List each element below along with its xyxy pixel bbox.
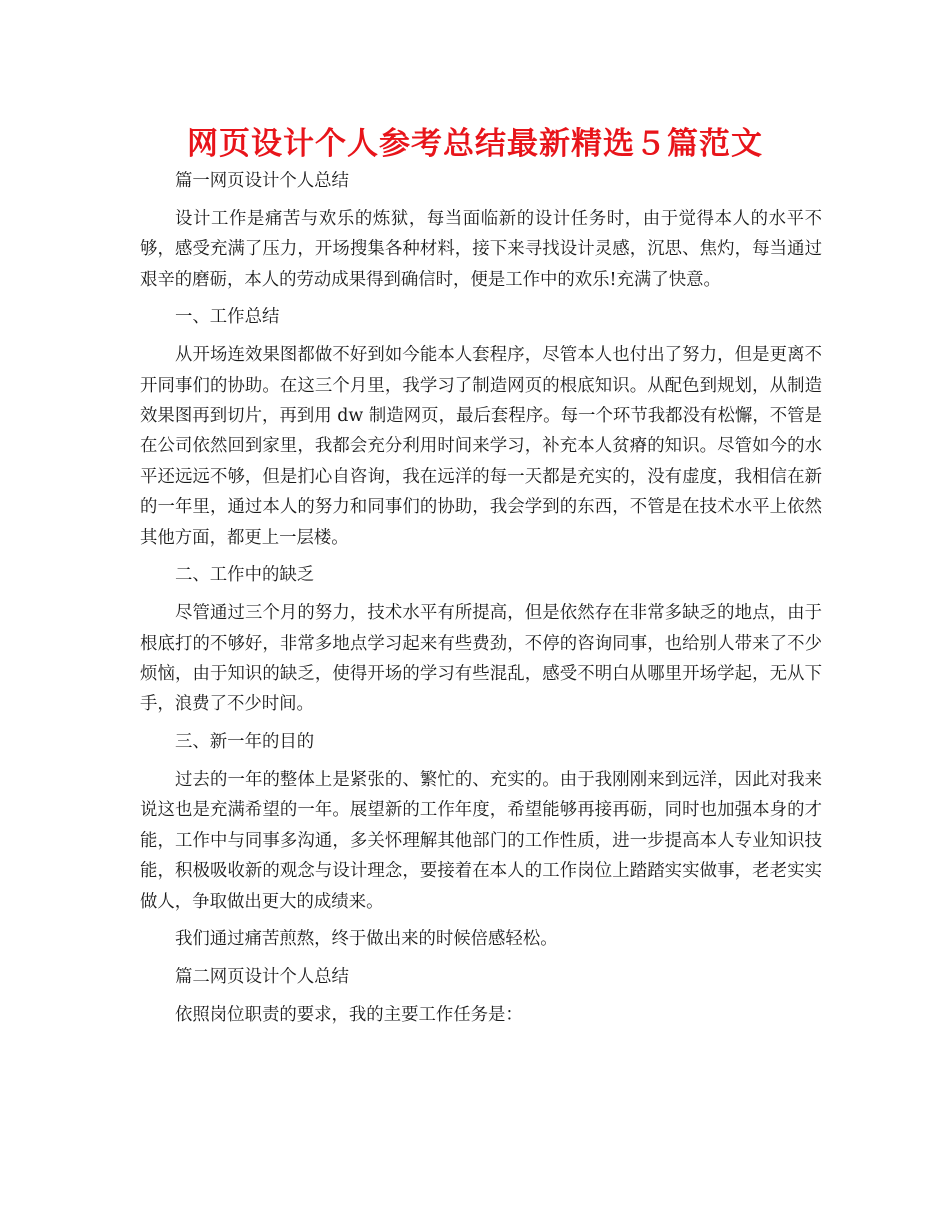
document-body bbox=[140, 166, 822, 1038]
body-paragraph: 设计工作是痛苦与欢乐的炼狱，每当面临新的设计任务时，由于觉得本人的水平不够，感受充满了压力，开场搜集各种材料，接下来寻找设计灵感，沉思、焦灼，每当通过艰辛的磨砺，本人的劳动成果得到确信时，便是工作中的欢乐!充满了快意。 bbox=[140, 208, 822, 290]
section-heading: 一、工作总结 bbox=[175, 307, 280, 328]
body-paragraph: 过去的一年的整体上是紧张的、繁忙的、充实的。由于我刚刚来到远洋，因此对我来说这也是充满希望的一年。展望新的工作年度，希望能够再接再砺，同时也加强本身的才能，工作中与同事多沟通，多关怀理解其他部门的工作性质，进一步提高本人专业知识技能，积极吸收新的观念与设计理念，要接着在本人的工作岗位上踏踏实实做事，老老实实做人，争取做出更大的成绩来。 bbox=[140, 770, 822, 912]
body-paragraph: 我们通过痛苦煎熬，终于做出来的时候倍感轻松。 bbox=[175, 929, 558, 950]
body-paragraph: 从开场连效果图都做不好到如今能本人套程序，尽管本人也付出了努力，但是更离不开同事们的协助。在这三个月里，我学习了制造网页的根底知识。从配色到规划，从制造效果图再到切片，再到用 dw 制造网页，最后套程序。每一个环节我都没有松懈，不管是在公司依然回到家里，我都会充分利用时间来学习，补充本人贫瘠的知识。尽管如今的水平还远远不够，但是扪心自咨询，我在远洋的每一天都是充实的，没有虚度，我相信在新的一年里，通过本人的努力和同事们的协助，我会学到的东西，不管是在技术水平上依然其他方面，都更上一层楼。 bbox=[140, 345, 822, 548]
section-heading: 三、新一年的目的 bbox=[175, 732, 315, 753]
section-heading: 篇二网页设计个人总结 bbox=[175, 967, 349, 988]
section-heading: 篇一网页设计个人总结 bbox=[175, 171, 349, 191]
document-title: 网页设计个人参考总结最新精选５篇范文 bbox=[187, 126, 763, 162]
body-paragraph: 尽管通过三个月的努力，技术水平有所提高，但是依然存在非常多缺乏的地点，由于根底打的不够好，非常多地点学习起来有些费劲，不停的咨询同事，也给别人带来了不少烦恼，由于知识的缺乏，使得开场的学习有些混乱，感受不明白从哪里开场学起，无从下手，浪费了不少时间。 bbox=[140, 603, 822, 715]
body-paragraph: 依照岗位职责的要求，我的主要工作任务是： bbox=[175, 1005, 523, 1026]
section-heading: 二、工作中的缺乏 bbox=[175, 565, 315, 586]
